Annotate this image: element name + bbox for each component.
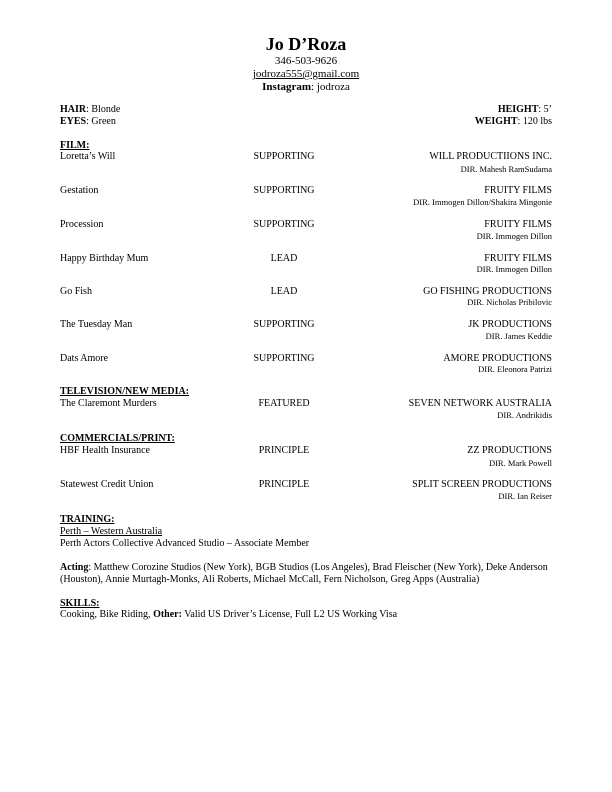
credit-director: DIR. Eleonora Patrizi — [478, 364, 552, 374]
eyes-value: : Green — [86, 116, 116, 127]
credit-title: Happy Birthday Mum — [60, 253, 149, 264]
height-value: : 5’ — [538, 104, 552, 115]
credit-title: The Tuesday Man — [60, 319, 133, 330]
credit-company: FRUITY FILMS — [484, 185, 552, 196]
instagram-label: Instagram — [262, 81, 312, 93]
credit-role: LEAD — [270, 286, 298, 297]
skills-text: Cooking, Bike Riding, — [60, 609, 154, 620]
credit-company: FRUITY FILMS — [484, 253, 552, 264]
credit-title: Gestation — [60, 185, 99, 196]
credit-title: Go Fish — [60, 286, 92, 297]
credit-director: DIR. Andrikidis — [497, 410, 552, 420]
credit-title: Statewest Credit Union — [60, 479, 154, 490]
training-studio: Perth Actors Collective Advanced Studio – Associate Member — [60, 538, 310, 549]
credit-company: JK PRODUCTIONS — [468, 319, 552, 330]
credit-role: FEATURED — [258, 398, 310, 409]
other-label: Other: — [153, 609, 182, 620]
credit-company: FRUITY FILMS — [484, 219, 552, 230]
television-heading: TELEVISION/NEW MEDIA: — [60, 386, 190, 397]
height-label: HEIGHT — [497, 104, 539, 115]
credit-role: PRINCIPLE — [258, 479, 310, 490]
hair-stat — [60, 104, 120, 116]
credit-role: SUPPORTING — [253, 319, 315, 330]
credit-company: WILL PRODUCTIIONS INC. — [429, 151, 552, 162]
other-text: Valid US Driver’s License, Full L2 US Working Visa — [181, 609, 398, 620]
hair-value: : Blonde — [86, 104, 121, 115]
eyes-stat — [60, 116, 116, 128]
skills-list — [60, 609, 397, 621]
credit-director: DIR. Mark Powell — [488, 458, 552, 468]
weight-value: : 120 lbs — [517, 116, 552, 127]
training-heading: TRAINING: — [60, 514, 115, 525]
credit-role: SUPPORTING — [253, 353, 315, 364]
training-location: Perth – Western Australia — [60, 526, 163, 537]
instagram-handle: : jodroza — [311, 81, 350, 93]
credit-director: DIR. James Keddie — [485, 331, 552, 341]
credit-role: SUPPORTING — [253, 151, 315, 162]
credit-company: GO FISHING PRODUCTIONS — [423, 286, 552, 297]
credit-title: Loretta’s Will — [60, 151, 116, 162]
credit-director: DIR. Immogen Dillon — [476, 264, 552, 274]
credit-director: DIR. Mahesh RamSudama — [460, 164, 552, 174]
acting-training — [60, 562, 552, 586]
phone-number: 346-503-9626 — [274, 55, 338, 67]
hair-label: HAIR — [60, 104, 87, 115]
credit-role: SUPPORTING — [253, 185, 315, 196]
credit-company: SEVEN NETWORK AUSTRALIA — [408, 398, 552, 409]
commercials-heading: COMMERCIALS/PRINT: — [60, 433, 175, 444]
email-link[interactable]: jodroza555@gmail.com — [252, 68, 360, 80]
skills-heading: SKILLS: — [60, 598, 100, 609]
weight-label: WEIGHT — [474, 116, 518, 127]
acting-text: : Matthew Corozine Studios (New York), BGB Studios (Los Angeles), Brad Fleischer (New York), Deke Anderson (Houston), Annie Murtagh-Monks, Ali Roberts, Michael McCall, Fern Nicholson, Greg Apps (Australia) — [60, 562, 548, 585]
credit-title: Procession — [60, 219, 104, 230]
credit-director: DIR. Ian Reiser — [498, 491, 552, 501]
credit-director: DIR. Immogen Dillon/Shakira Mingonie — [413, 197, 552, 207]
instagram-line — [0, 81, 612, 93]
eyes-label: EYES — [60, 116, 87, 127]
credit-company: AMORE PRODUCTIONS — [443, 353, 552, 364]
acting-label: Acting — [60, 562, 89, 573]
credit-role: LEAD — [270, 253, 298, 264]
credit-director: DIR. Immogen Dillon — [476, 231, 552, 241]
actor-name: Jo D’Roza — [265, 34, 347, 54]
credit-company: SPLIT SCREEN PRODUCTIONS — [412, 479, 552, 490]
film-heading: FILM: — [60, 140, 90, 151]
credit-title: Dats Amore — [60, 353, 109, 364]
credit-director: DIR. Nicholas Pribilovic — [467, 297, 552, 307]
credit-title: HBF Health Insurance — [60, 445, 150, 456]
credit-title: The Claremont Murders — [60, 398, 157, 409]
credit-role: PRINCIPLE — [258, 445, 310, 456]
height-stat — [498, 104, 552, 116]
weight-stat — [475, 116, 552, 128]
credit-company: ZZ PRODUCTIONS — [467, 445, 552, 456]
credit-role: SUPPORTING — [253, 219, 315, 230]
